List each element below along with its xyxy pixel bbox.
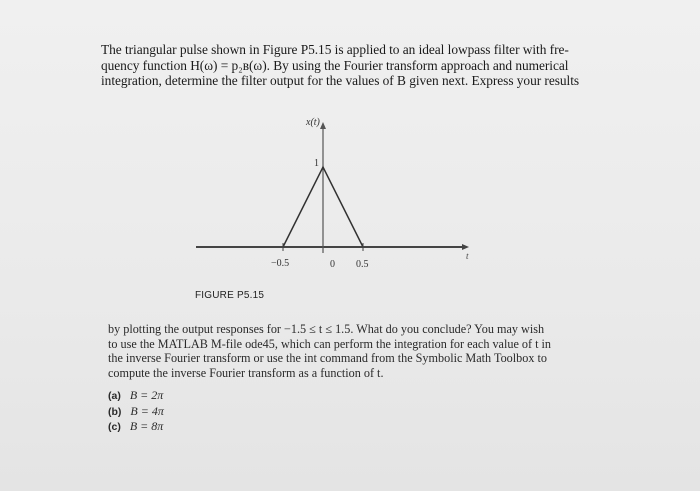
x-axis-label: t (466, 251, 469, 261)
continuation-line-3: the inverse Fourier transform or use the int command from the Symbolic Math Toolbox to (108, 351, 547, 366)
list-item (108, 404, 164, 420)
x-axis-arrow-icon (320, 122, 326, 129)
continuation-line-1: by plotting the output responses for −1.5 ≤ t ≤ 1.5. What do you conclude? You may wish (108, 322, 545, 336)
parameter-list (108, 388, 164, 435)
intro-line-3: integration, determine the filter output for the values of B given next. Express your results (101, 73, 580, 88)
y-axis-label: x(t) (306, 117, 320, 128)
item-tag: (c) (108, 421, 121, 433)
item-value: B = 8π (129, 419, 164, 433)
figure-caption: FIGURE P5.15 (195, 290, 265, 301)
item-value: B = 2π (129, 388, 164, 402)
continuation-line-2: to use the MATLAB M-file ode45, which can perform the integration for each value of t in (108, 336, 552, 351)
peak-label: 1 (314, 158, 319, 169)
list-item (108, 419, 164, 435)
tick-label-neg-half: −0.5 (271, 258, 290, 269)
tick-label-zero: 0 (330, 259, 335, 270)
problem-continuation (108, 322, 620, 380)
t-axis-arrow-icon (462, 244, 469, 250)
continuation-line-4: compute the inverse Fourier transform as a function of t. (108, 365, 384, 380)
item-tag: (a) (108, 390, 121, 402)
item-tag: (b) (108, 405, 122, 418)
tick-label-pos-half: 0.5 (356, 259, 369, 270)
list-item (108, 388, 164, 404)
item-value: B = 4π (130, 403, 164, 418)
intro-line-2: quency function H(ω) = p₂ʙ(ω). By using the Fourier transform approach and numerical (101, 57, 569, 73)
intro-line-1: The triangular pulse shown in Figure P5.15 is applied to an ideal lowpass filter with fre- (101, 42, 569, 57)
